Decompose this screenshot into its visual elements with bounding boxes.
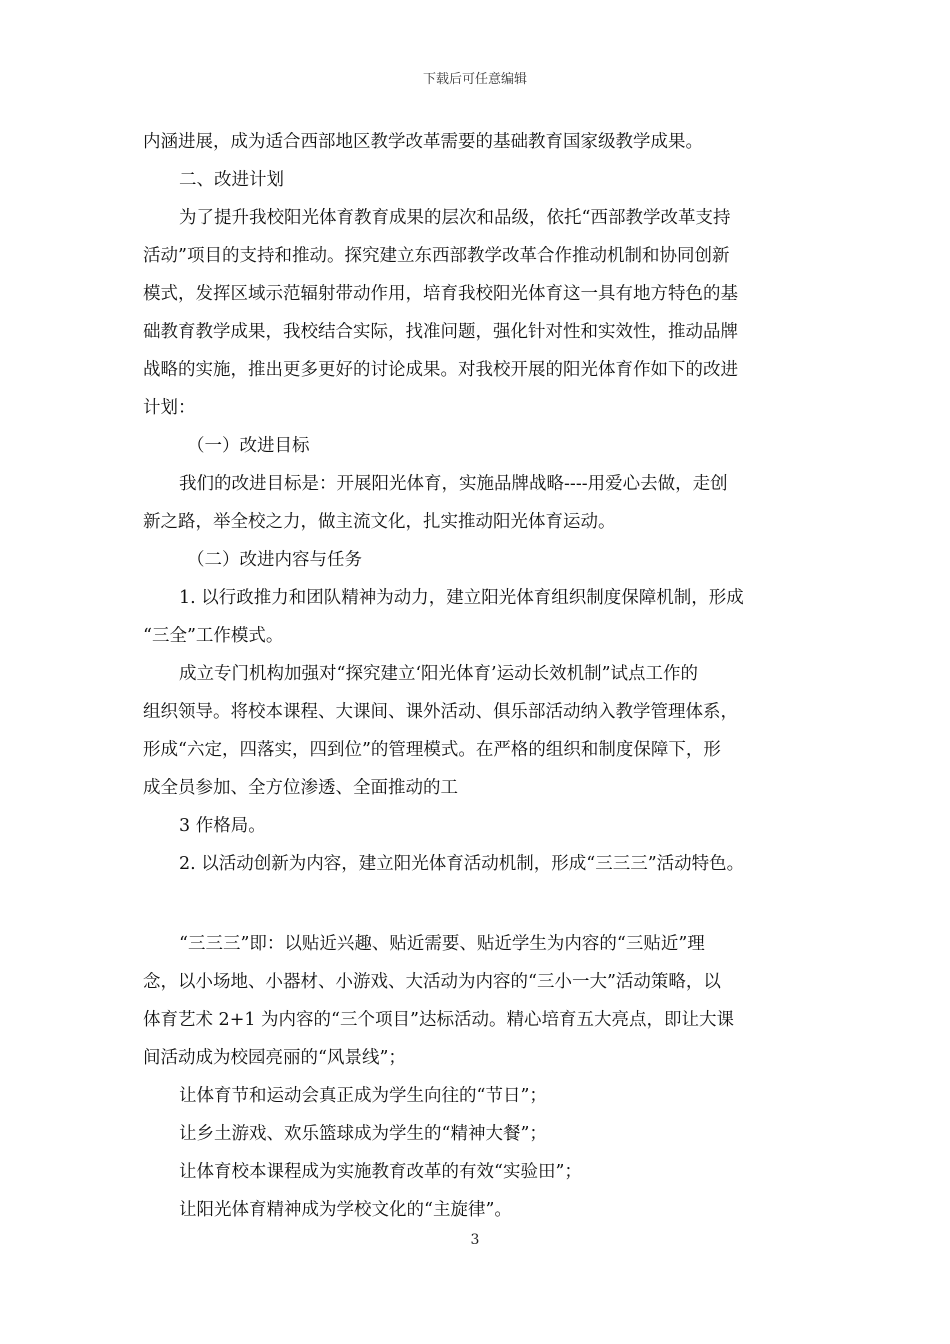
subsection-heading: （二）改进内容与任务 [187,550,362,570]
paragraph-line: “三三三”即：以贴近兴趣、贴近需要、贴近学生为内容的“三贴近”理 [179,934,705,954]
paragraph-line: 让体育节和运动会真正成为学生向往的“节日”； [179,1086,547,1106]
paragraph-line: 成立专门机构加强对“探究建立‘阳光体育’运动长效机制”试点工作的 [179,664,699,684]
paragraph-line: 计划： [143,398,196,418]
paragraph-line: 活动”项目的支持和推动。探究建立东西部教学改革合作推动机制和协同创新 [143,246,730,266]
paragraph-line: 1. 以行政推力和团队精神为动力，建立阳光体育组织制度保障机制，形成 [179,588,744,608]
paragraph-line: 让乡土游戏、欢乐篮球成为学生的“精神大餐”； [179,1124,547,1144]
paragraph-line: 3 作格局。 [179,816,266,836]
paragraph-line: 新之路，举全校之力，做主流文化，扎实推动阳光体育运动。 [143,512,616,532]
subsection-heading: （一）改进目标 [187,436,310,456]
paragraph-line: 成全员参加、全方位渗透、全面推动的工 [143,778,458,798]
paragraph-line: 为了提升我校阳光体育教育成果的层次和品级，依托“西部教学改革支持 [179,208,731,228]
paragraph-line: 2. 以活动创新为内容，建立阳光体育活动机制，形成“三三三”活动特色。 [179,854,745,874]
paragraph-line: 模式，发挥区域示范辐射带动作用，培育我校阳光体育这一具有地方特色的基 [143,284,738,304]
paragraph-line: 念，以小场地、小器材、小游戏、大活动为内容的“三小一大”活动策略，以 [143,972,721,992]
paragraph-line: 体育艺术 2+1 为内容的“三个项目”达标活动。精心培育五大亮点，即让大课 [143,1010,734,1030]
page-header: 下载后可任意编辑 [422,72,527,87]
paragraph-line: 我们的改进目标是：开展阳光体育，实施品牌战略----用爱心去做，走创 [179,474,728,494]
paragraph-line: 让体育校本课程成为实施教育改革的有效“实验田”； [179,1162,582,1182]
paragraph-line: “三全”工作模式。 [143,626,284,646]
paragraph-line: 让阳光体育精神成为学校文化的“主旋律”。 [179,1200,512,1220]
page-number: 3 [470,1232,480,1248]
paragraph-line: 间活动成为校园亮丽的“风景线”； [143,1048,406,1068]
paragraph-line: 内涵进展，成为适合西部地区教学改革需要的基础教育国家级教学成果。 [143,132,703,152]
paragraph-line: 础教育教学成果，我校结合实际，找准问题，强化针对性和实效性，推动品牌 [143,322,738,342]
paragraph-line: 战略的实施，推出更多更好的讨论成果。对我校开展的阳光体育作如下的改进 [143,360,738,380]
paragraph-line: 形成“六定，四落实，四到位”的管理模式。在严格的组织和制度保障下，形 [143,740,721,760]
section-heading: 二、改进计划 [179,170,284,190]
paragraph-line: 组织领导。将校本课程、大课间、课外活动、俱乐部活动纳入教学管理体系， [143,702,738,722]
